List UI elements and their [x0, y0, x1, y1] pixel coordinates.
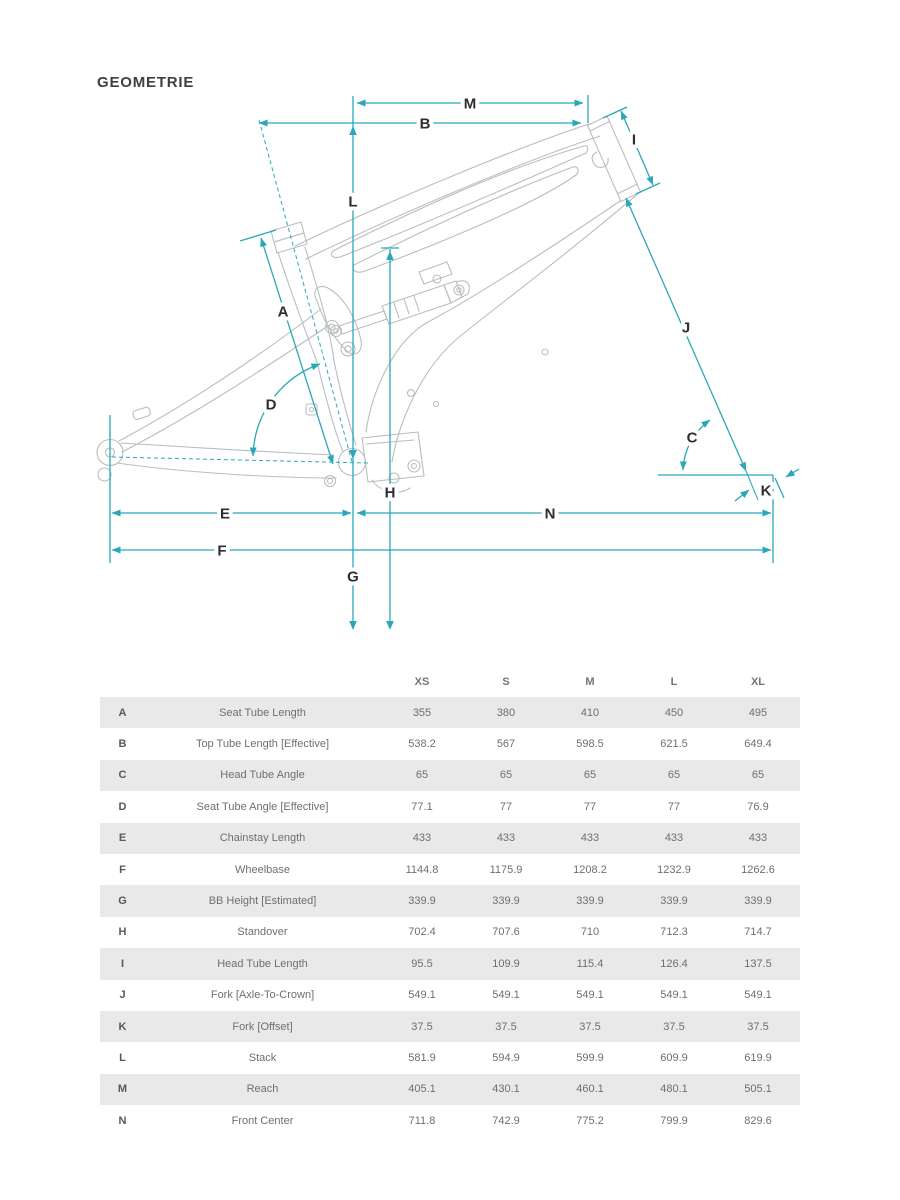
row-value: 712.3	[660, 926, 688, 939]
dimension-label-E: E	[219, 505, 231, 523]
row-letter: F	[119, 863, 126, 876]
row-value: 433	[412, 832, 432, 845]
table-row-F	[100, 854, 800, 885]
dimension-label-A: A	[277, 303, 289, 321]
row-value: 702.4	[408, 926, 436, 939]
row-value: 137.5	[744, 957, 772, 970]
row-value: 714.7	[744, 926, 772, 939]
row-value: 37.5	[579, 1020, 601, 1033]
row-value: 1144.8	[405, 863, 439, 876]
row-name: Wheelbase	[234, 863, 291, 876]
table-row-E	[100, 823, 800, 854]
row-value: 829.6	[744, 1114, 772, 1127]
size-column-header: XL	[750, 675, 766, 688]
row-value: 799.9	[660, 1114, 688, 1127]
dimension-label-J: J	[681, 319, 691, 337]
page-title: GEOMETRIE	[97, 74, 195, 91]
row-value: 460.1	[576, 1083, 604, 1096]
row-value: 109.9	[492, 957, 520, 970]
table-row-I	[100, 948, 800, 979]
row-value: 581.9	[408, 1051, 436, 1064]
table-header-row	[100, 666, 800, 697]
row-value: 37.5	[747, 1020, 769, 1033]
row-name: Chainstay Length	[219, 832, 306, 845]
table-row-C	[100, 760, 800, 791]
row-letter: L	[119, 1051, 126, 1064]
row-letter: I	[120, 957, 125, 970]
row-value: 1208.2	[573, 863, 607, 876]
table-row-G	[100, 885, 800, 916]
row-value: 621.5	[660, 738, 688, 751]
row-value: 567	[496, 738, 516, 751]
geometry-table-body	[100, 697, 800, 1136]
row-value: 433	[664, 832, 684, 845]
row-letter: G	[118, 895, 127, 908]
row-value: 549.1	[660, 989, 688, 1002]
row-value: 711.8	[408, 1114, 436, 1127]
row-value: 65	[667, 769, 681, 782]
row-letter: A	[118, 706, 127, 719]
row-name: Head Tube Angle	[220, 769, 305, 782]
size-column-header: S	[502, 675, 510, 688]
row-name: Top Tube Length [Effective]	[195, 738, 330, 751]
row-value: 742.9	[492, 1114, 520, 1127]
row-value: 649.4	[744, 738, 772, 751]
row-name: Seat Tube Angle [Effective]	[196, 800, 329, 813]
row-value: 77.1	[411, 800, 433, 813]
row-value: 549.1	[744, 989, 772, 1002]
table-row-B	[100, 728, 800, 759]
row-value: 126.4	[660, 957, 688, 970]
row-value: 505.1	[744, 1083, 772, 1096]
row-value: 77	[583, 800, 597, 813]
row-value: 65	[499, 769, 513, 782]
row-value: 433	[748, 832, 768, 845]
row-value: 609.9	[660, 1051, 688, 1064]
row-value: 433	[496, 832, 516, 845]
row-value: 538.2	[408, 738, 436, 751]
row-value: 495	[748, 706, 768, 719]
row-value: 710	[580, 926, 600, 939]
row-value: 1175.9	[489, 863, 523, 876]
dimension-label-F: F	[217, 542, 227, 560]
row-value: 450	[664, 706, 684, 719]
row-value: 433	[580, 832, 600, 845]
row-letter: J	[119, 989, 126, 1002]
dimension-label-B: B	[419, 115, 431, 133]
row-value: 339.9	[492, 895, 520, 908]
row-value: 115.4	[576, 957, 604, 970]
row-value: 619.9	[744, 1051, 772, 1064]
row-value: 549.1	[408, 989, 436, 1002]
row-value: 37.5	[411, 1020, 433, 1033]
bike-frame-drawing	[97, 116, 641, 492]
row-name: Fork [Offset]	[232, 1020, 293, 1033]
table-row-N	[100, 1105, 800, 1136]
row-value: 707.6	[492, 926, 520, 939]
size-column-header: M	[585, 675, 595, 688]
table-row-D	[100, 791, 800, 822]
dimension-label-N: N	[544, 505, 556, 523]
row-name: Standover	[237, 926, 288, 939]
row-name: Seat Tube Length	[219, 706, 306, 719]
row-value: 339.9	[744, 895, 772, 908]
row-letter: D	[118, 800, 127, 813]
row-name: Reach	[246, 1083, 279, 1096]
row-value: 480.1	[660, 1083, 688, 1096]
dimension-label-G: G	[347, 568, 359, 586]
table-row-L	[100, 1042, 800, 1073]
row-value: 594.9	[492, 1051, 520, 1064]
row-value: 65	[751, 769, 765, 782]
row-letter: K	[118, 1020, 127, 1033]
row-value: 775.2	[576, 1114, 604, 1127]
dimension-label-H: H	[384, 484, 396, 502]
size-column-header: XS	[414, 675, 430, 688]
table-row-A	[100, 697, 800, 728]
size-column-header: L	[670, 675, 678, 688]
dimension-label-M: M	[463, 95, 477, 113]
row-value: 77	[499, 800, 513, 813]
row-value: 77	[667, 800, 681, 813]
table-row-K	[100, 1011, 800, 1042]
row-value: 1232.9	[657, 863, 691, 876]
row-name: Stack	[248, 1051, 277, 1064]
row-name: Fork [Axle-To-Crown]	[210, 989, 315, 1002]
dimension-label-C: C	[686, 429, 698, 447]
row-name: Head Tube Length	[217, 957, 308, 970]
row-value: 598.5	[576, 738, 604, 751]
row-value: 95.5	[411, 957, 433, 970]
row-value: 339.9	[576, 895, 604, 908]
row-value: 65	[583, 769, 597, 782]
dimension-label-D: D	[265, 396, 277, 414]
row-letter: H	[118, 926, 127, 939]
row-name: BB Height [Estimated]	[208, 895, 317, 908]
row-value: 405.1	[408, 1083, 436, 1096]
table-row-M	[100, 1074, 800, 1105]
dimension-label-I: I	[631, 131, 637, 149]
row-letter: C	[118, 769, 127, 782]
row-value: 430.1	[492, 1083, 520, 1096]
dimension-label-K: K	[760, 482, 772, 500]
row-value: 339.9	[408, 895, 436, 908]
row-letter: M	[117, 1083, 128, 1096]
row-value: 65	[415, 769, 429, 782]
row-value: 37.5	[663, 1020, 685, 1033]
row-letter: B	[118, 738, 127, 751]
row-value: 410	[580, 706, 600, 719]
geometry-table	[100, 666, 800, 1136]
dimension-label-L: L	[348, 193, 358, 211]
row-value: 549.1	[576, 989, 604, 1002]
row-value: 599.9	[576, 1051, 604, 1064]
row-letter: N	[118, 1114, 127, 1127]
table-row-H	[100, 917, 800, 948]
row-value: 339.9	[660, 895, 688, 908]
table-row-J	[100, 980, 800, 1011]
row-value: 549.1	[492, 989, 520, 1002]
row-value: 76.9	[747, 800, 769, 813]
row-name: Front Center	[231, 1114, 294, 1127]
row-value: 355	[412, 706, 432, 719]
row-value: 380	[496, 706, 516, 719]
row-value: 37.5	[495, 1020, 517, 1033]
row-letter: E	[118, 832, 127, 845]
row-value: 1262.6	[741, 863, 775, 876]
